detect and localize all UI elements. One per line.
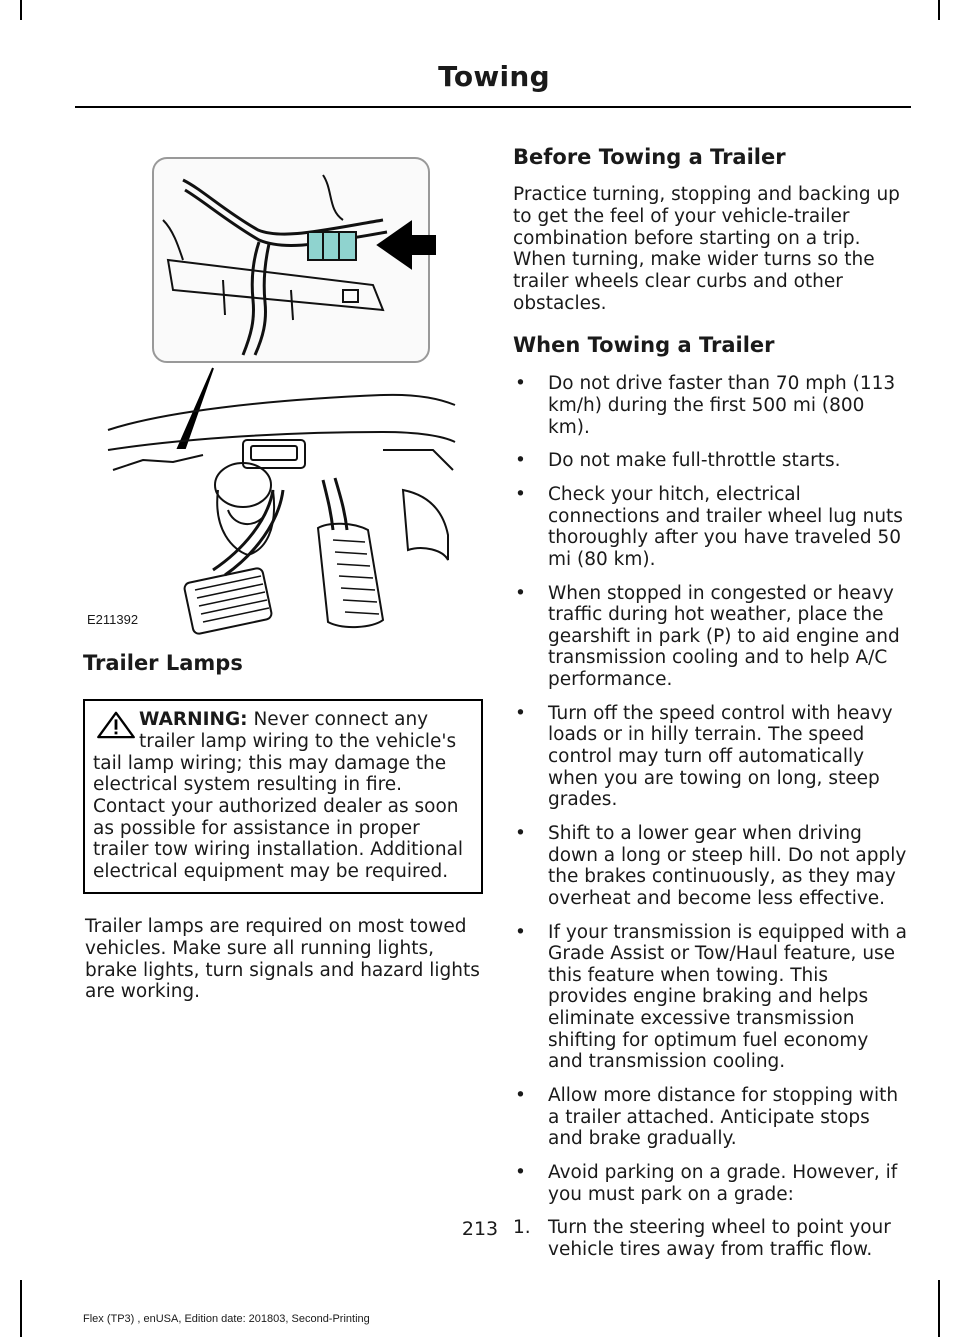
figure-code: E211392: [87, 612, 139, 627]
list-item: [513, 1162, 908, 1205]
bullet-icon: •: [515, 702, 526, 724]
heading-before-towing: Before Towing a Trailer: [513, 145, 786, 169]
list-item: [513, 484, 908, 571]
list-item-text: Allow more distance for stopping with a trailer attached. Anticipate stops and brake gradually.: [548, 1085, 899, 1150]
list-item-text: Do not drive faster than 70 mph (113 km/h) during the first 500 mi (800 km).: [548, 373, 896, 438]
list-item-text: When stopped in congested or heavy traffic during hot weather, place the gearshift in park (P) to aid engine and transmission cooling and to help A/C performance.: [548, 582, 900, 691]
footer-edition: Flex (TP3) , enUSA, Edition date: 201803, Second-Printing: [83, 1313, 370, 1325]
crop-mark-top-left: [20, 0, 22, 20]
warning-label: WARNING:: [139, 709, 248, 731]
list-item-text: Shift to a lower gear when driving down a long or steep hill. Do not apply the brakes continuously, as they may overheat and become less effective.: [548, 822, 907, 909]
crop-mark-bottom-left: [20, 1280, 22, 1337]
step-number: 1.: [513, 1217, 531, 1239]
list-item: [513, 922, 908, 1073]
trailer-lamps-paragraph: Trailer lamps are required on most towed vehicles. Make sure all running lights, brake lights, turn signals and hazard lights are working.: [85, 916, 480, 1003]
list-item: [513, 1085, 908, 1150]
bullet-icon: •: [515, 921, 526, 943]
page-number: 213: [461, 1218, 499, 1240]
list-item: [513, 823, 908, 910]
list-item-text: Turn off the speed control with heavy loads or in hilly terrain. The speed control may turn off automatically when you are towing on long, steep grades.: [548, 702, 893, 811]
heading-trailer-lamps: Trailer Lamps: [83, 651, 243, 675]
bullet-icon: •: [515, 822, 526, 844]
bullet-icon: •: [515, 484, 526, 505]
crop-mark-top-right: [938, 0, 940, 20]
list-item-text: Do not make full-throttle starts.: [548, 450, 841, 472]
warning-triangle-icon: [95, 711, 137, 739]
list-item-text: If your transmission is equipped with a Grade Assist or Tow/Haul feature, use this feature when towing. This provides engine braking and helps eliminate excessive transmission shifting for optimum fuel economy and transmission cooling.: [548, 921, 907, 1073]
crop-mark-bottom-right: [938, 1280, 940, 1337]
warning-box: [83, 699, 483, 894]
towing-bullet-list: [513, 373, 908, 1205]
section-right-column: [513, 144, 908, 1273]
list-item: [513, 703, 908, 811]
connector-illustration: [83, 150, 458, 635]
bullet-icon: •: [515, 1085, 526, 1107]
list-item: [513, 450, 908, 472]
step-text: Turn the steering wheel to point your vehicle tires away from traffic flow.: [548, 1217, 891, 1260]
bullet-icon: •: [515, 450, 526, 472]
section-trailer-lamps: [83, 650, 483, 1003]
list-item: [513, 373, 908, 438]
before-towing-paragraph: Practice turning, stopping and backing up to get the feel of your vehicle-trailer combination before starting on a trip. When turning, make wider turns so the trailer wheels clear curbs and other obstacles.: [513, 184, 900, 314]
bullet-icon: •: [515, 373, 526, 395]
list-item-text: Check your hitch, electrical connections and trailer wheel lug nuts thoroughly after you have traveled 50 mi (80 km).: [548, 484, 903, 570]
bullet-icon: •: [515, 1161, 526, 1183]
list-item-text: Avoid parking on a grade. However, if you must park on a grade:: [548, 1161, 898, 1205]
figure-trailer-connector: [83, 150, 458, 635]
list-item: [513, 583, 908, 691]
header-rule: [75, 106, 911, 108]
bullet-icon: •: [515, 582, 526, 604]
page-title: Towing: [438, 60, 550, 93]
heading-when-towing: When Towing a Trailer: [513, 333, 775, 358]
warning-text: Never connect any trailer lamp wiring to the vehicle's tail lamp wiring; this may damage the electrical system resulting in fire. Contact your authorized dealer as soon as possible for assistance in proper trailer tow wiring installation. Additional electrical equipment may be required.: [93, 709, 464, 882]
